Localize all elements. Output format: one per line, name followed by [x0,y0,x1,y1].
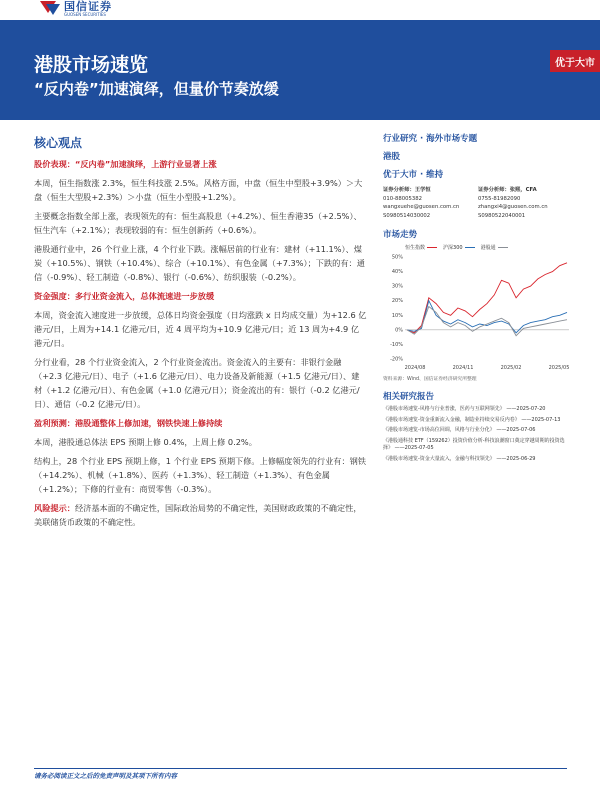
x-tick-label: 2024/08 [404,365,426,371]
para-3b: 结构上，28 个行业 EPS 预期上修，1 个行业 EPS 预期下修。上修幅度领先的行业有：钢铁（+14.2%）、机械（+1.8%）、医药（+1.3%）、轻工制造（+1.3%）、有色金属（+1.2%）；下修的行业有：商贸零售（-0.3%）。 [34,456,367,494]
report-item[interactable]: 《港股通科技 ETF（159262）投资价值分析-科技浪潮窗口奠定穿越周期的投资选择》 ——2025-07-05 [383,437,565,451]
market-trend-chart [383,253,573,373]
legend-item-0: 恒生指数 [405,244,437,251]
report-item[interactable]: 《港股市场速览-资金重新流入金融，制造业持续交易反内卷》 ——2025-07-13 [383,416,561,423]
para-1a: 本周，恒生指数涨 2.3%，恒生科技涨 2.5%。风格方面，中盘（恒生中型股+3.9%）＞大盘（恒生大型股+2.3%）＞小盘（恒生小型股+1.2%）。 [34,178,363,202]
logo-en: GUOSEN SECURITIES [64,12,106,17]
related-reports-title: 相关研究报告 [383,392,435,402]
y-tick-label: 30% [391,283,403,290]
para-lead-1: 股价表现：“反内卷”加速演绎，上游行业显著上涨 [34,159,217,169]
para-lead-2: 资金强度：多行业资金流入，总体流速进一步放缓 [34,291,215,301]
logo-cn: 国信证券 [64,0,112,13]
report-title: 港股市场速览 [34,54,149,76]
risk-warning: 风险提示：经济基本面的不确定性，国际政治局势的不确定性，美国财政政策的不确定性，美联储货币政策的不确定性。 [34,503,362,527]
para-1b: 主要概念指数全部上涨，表现领先的有：恒生高股息（+4.2%）、恒生香港35（+2.5%）、恒生汽车（+2.1%）；表现较弱的有：恒生创新药（+0.6%）。 [34,211,362,235]
report-item[interactable]: 《港股市场速览-资金大量流入，金融与科技领先》 ——2025-06-29 [383,455,536,462]
analyst-2: 证券分析师：张熙，CFA 0755-81982090 zhangxi4@guosen.com.cn S0980522040001 [478,187,548,219]
rating-tag: 优于大市 [550,50,600,72]
x-tick-label: 2025/05 [548,365,570,371]
y-tick-label: 40% [391,269,403,276]
y-tick-label: 0% [395,327,403,334]
para-1c: 港股通行业中，26 个行业上涨，4 个行业下跌。涨幅居前的行业有：建材（+11.1%）、煤炭（+10.5%）、钢铁（+10.4%）、综合（+10.1%）、有色金属（+7.3%）；下跌的有：通信（-0.9%）、轻工制造（-0.8%）、银行（-0.6%）、纺织服装（-0.2%）。 [34,244,365,282]
y-tick-label: -10% [390,341,403,348]
x-tick-label: 2025/02 [500,365,522,371]
para-3a: 本周，港股通总体法 EPS 预期上修 0.4%，上周上修 0.2%。 [34,437,257,447]
chart-source: 资料来源：Wind、国信证券经济研究所整理 [383,377,477,382]
para-2a: 本周，资金流入速度进一步放缓，总体日均资金强度（日均涨跌 x 日均成交量）为+12.6 亿港元/日，上周为+14.1 亿港元/日，近 4 周平均为+10.9 亿港元/日；近 13 周为+4.9 亿港元/日。 [34,310,367,348]
series-line-0 [407,263,567,333]
chart-legend [405,244,573,251]
logo [40,0,112,18]
para-2b: 分行业看，28 个行业资金流入，2 个行业资金流出。资金流入的主要有：非银行金融（+2.3 亿港元/日）、电子（+1.6 亿港元/日）、电力设备及新能源（+1.5 亿港元/日）、建材（+1.2 亿港元/日）、有色金属（+1.0 亿港元/日）；资金流出的有：银行（-0.2 亿港元/日）、通信（-0.2 亿港元/日）。 [34,357,360,409]
footer-rule [34,768,567,769]
report-type: 行业研究 · 海外市场专题 [383,134,478,144]
market-label: 港股 [383,152,401,162]
y-tick-label: -20% [390,356,403,363]
title-banner [0,20,600,120]
y-tick-label: 50% [391,254,403,261]
para-lead-3: 盈利预测：港股通整体上修加速，钢铁快速上修持续 [34,418,223,428]
chart-title: 市场走势 [383,230,418,240]
series-line-1 [407,301,567,333]
footer-disclaimer: 请务必阅读正文之后的免责声明及其项下所有内容 [34,772,177,780]
side-column [383,128,573,466]
analysts [383,186,573,220]
rating-line: 优于大市 · 维持 [383,170,444,180]
y-tick-label: 10% [391,312,403,319]
core-view-title: 核心观点 [34,136,83,150]
report-item[interactable]: 《港股市场速览-风格与行业普涨，医药与互联网领先》 ——2025-07-20 [383,406,546,412]
y-tick-label: 20% [391,298,403,305]
analyst-1: 证券分析师：王学恒 010-88005382 wangxuehe@guosen.com.cn S0980514030002 [383,187,460,219]
logo-mark-icon [40,1,60,17]
x-tick-label: 2024/11 [452,365,474,371]
related-reports [383,406,573,463]
report-subtitle: “反内卷”加速演绎，但量价节奏放缓 [34,80,279,98]
legend-item-2: 港股通 [481,244,508,251]
main-column [34,128,367,534]
report-item[interactable]: 《港股市场速览-市场高位回调，风格与行业分化》 ——2025-07-06 [383,427,536,433]
series-line-2 [407,307,567,336]
legend-item-1: 沪深300 [443,244,475,251]
